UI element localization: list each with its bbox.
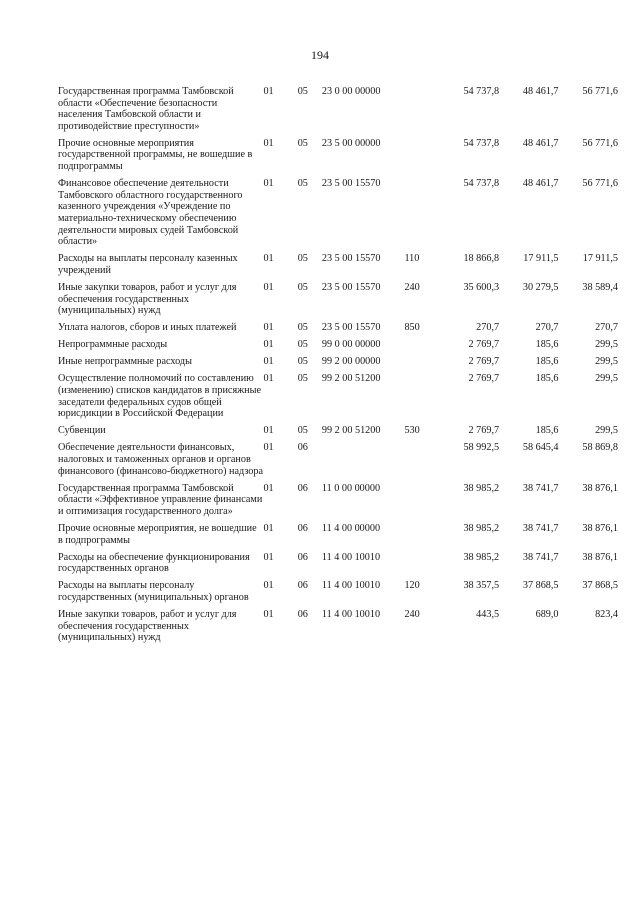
row-section-code: 01 [263, 356, 274, 368]
row-subsection-code: 06 [297, 482, 308, 494]
table-row [58, 483, 618, 523]
row-target-article: 23 5 00 15570 [321, 281, 381, 293]
row-expense-type [404, 552, 432, 581]
row-name: Иные закупки товаров, работ и услуг для обеспечения государственных (муниципальных) нужд [58, 609, 237, 644]
row-name: Иные непрограммные расходы [58, 356, 192, 368]
row-target-article: 99 2 00 00000 [321, 356, 381, 368]
table-row [58, 442, 618, 482]
row-target-article: 11 4 00 00000 [321, 523, 381, 534]
row-amount-3: 270,7 [595, 322, 618, 334]
row-target-article: 11 4 00 10010 [321, 580, 381, 592]
row-section-code: 01 [263, 551, 274, 563]
table-row [58, 356, 618, 373]
row-target-article: 23 5 00 15570 [321, 322, 381, 334]
row-subsection-code: 05 [297, 137, 308, 149]
row-amount-1: 54 737,8 [463, 178, 500, 190]
row-amount-1: 54 737,8 [463, 137, 500, 149]
table-row [58, 580, 618, 609]
row-amount-3: 299,5 [595, 339, 618, 351]
row-amount-1: 38 357,5 [463, 580, 500, 592]
row-amount-2: 689,0 [535, 609, 559, 621]
row-subsection-code: 05 [297, 373, 308, 385]
row-expense-type [404, 373, 432, 425]
row-expense-type [404, 523, 432, 552]
row-name: Расходы на выплаты персоналу казенных учреждений [58, 253, 238, 276]
row-subsection-code: 05 [297, 322, 308, 334]
row-expense-type [404, 178, 432, 253]
row-section-code: 01 [263, 137, 274, 149]
row-expense-type [404, 86, 432, 138]
row-subsection-code: 06 [297, 442, 308, 454]
row-subsection-code: 05 [297, 86, 308, 97]
row-section-code: 01 [263, 523, 274, 534]
row-subsection-code: 05 [297, 425, 308, 437]
row-amount-2: 58 645,4 [522, 442, 559, 454]
row-amount-1: 38 985,2 [463, 551, 500, 563]
row-amount-3: 299,5 [595, 356, 618, 368]
row-name: Обеспечение деятельности финансовых, налоговых и таможенных органов и органов финансового (финансово-бюджетного) надзора [58, 442, 264, 477]
row-name: Иные закупки товаров, работ и услуг для обеспечения государственных (муниципальных) нужд [58, 281, 237, 317]
row-expense-type [404, 483, 432, 523]
row-target-article: 11 0 00 00000 [321, 482, 381, 494]
row-target-article: 99 0 00 00000 [321, 339, 381, 351]
row-section-code: 01 [263, 253, 274, 265]
row-amount-3: 38 876,1 [582, 551, 618, 563]
row-amount-2: 48 461,7 [522, 178, 559, 190]
row-section-code: 01 [263, 178, 274, 190]
table-row [58, 373, 618, 425]
row-amount-3: 56 771,6 [582, 86, 618, 97]
row-amount-1: 54 737,8 [463, 86, 500, 97]
row-amount-1: 38 985,2 [463, 523, 500, 534]
row-amount-1: 443,5 [476, 609, 500, 621]
row-subsection-code: 05 [297, 281, 308, 293]
row-amount-2: 38 741,7 [522, 482, 559, 494]
row-amount-1: 270,7 [476, 322, 500, 334]
row-amount-3: 299,5 [595, 425, 618, 437]
row-amount-3: 58 869,8 [582, 442, 618, 454]
row-amount-1: 18 866,8 [463, 253, 500, 265]
row-target-article: 23 5 00 15570 [321, 178, 381, 190]
row-name: Осуществление полномочий по составлению (изменению) списков кандидатов в присяжные заседатели федеральных судов общей юрисдикции в Российской Федерации [58, 373, 261, 420]
row-amount-3: 56 771,6 [582, 137, 618, 149]
row-name: Прочие основные мероприятия государственной программы, не вошедшие в подпрограммы [58, 137, 253, 173]
row-amount-2: 17 911,5 [523, 253, 559, 265]
table-row [58, 86, 618, 138]
row-amount-2: 185,6 [535, 356, 559, 368]
row-name: Финансовое обеспечение деятельности Тамбовского областного государственного казенного учреждения «Учреждение по материально-техническому обеспечению деятельности мировых судей Тамбовской области» [58, 178, 243, 248]
row-amount-3: 299,5 [595, 373, 618, 385]
row-target-article: 23 0 00 00000 [321, 86, 381, 97]
table-row [58, 425, 618, 442]
row-amount-2: 38 741,7 [522, 551, 559, 563]
row-name: Субвенции [58, 425, 106, 437]
row-section-code: 01 [263, 442, 274, 454]
row-amount-2: 48 461,7 [522, 86, 559, 97]
row-target-article: 99 2 00 51200 [321, 373, 381, 385]
row-amount-3: 17 911,5 [582, 253, 618, 265]
row-target-article: 11 4 00 10010 [321, 551, 381, 563]
row-amount-2: 185,6 [535, 425, 559, 437]
row-subsection-code: 05 [297, 178, 308, 190]
row-amount-3: 56 771,6 [582, 178, 618, 190]
table-row [58, 178, 618, 253]
row-amount-2: 185,6 [535, 339, 559, 351]
row-amount-1: 2 769,7 [468, 373, 500, 385]
row-section-code: 01 [263, 580, 274, 592]
row-expense-type: 850 [404, 322, 420, 334]
row-name: Непрограммные расходы [58, 339, 168, 351]
row-subsection-code: 06 [297, 609, 308, 621]
table-row [58, 609, 618, 649]
row-section-code: 01 [263, 425, 274, 437]
row-section-code: 01 [263, 281, 274, 293]
row-amount-3: 37 868,5 [582, 580, 618, 592]
row-amount-2: 270,7 [535, 322, 559, 334]
row-section-code: 01 [263, 482, 274, 494]
row-amount-2: 185,6 [535, 373, 559, 385]
row-expense-type [404, 442, 432, 482]
row-amount-2: 48 461,7 [522, 137, 559, 149]
row-target-article: 23 5 00 15570 [321, 253, 381, 265]
row-name: Прочие основные мероприятия, не вошедшие в подпрограммы [58, 523, 257, 546]
row-expense-type: 120 [404, 580, 420, 592]
row-target-article: 99 2 00 51200 [321, 425, 381, 437]
row-subsection-code: 06 [297, 551, 308, 563]
table-row [58, 253, 618, 282]
table-row [58, 322, 618, 339]
row-amount-3: 38 876,1 [582, 523, 618, 534]
row-section-code: 01 [263, 339, 274, 351]
row-section-code: 01 [263, 86, 274, 97]
row-subsection-code: 05 [297, 356, 308, 368]
row-expense-type [404, 356, 432, 373]
table-row [58, 282, 618, 322]
table-row [58, 339, 618, 356]
row-expense-type [404, 339, 432, 356]
row-amount-2: 37 868,5 [522, 580, 559, 592]
row-subsection-code: 05 [297, 339, 308, 351]
row-name: Государственная программа Тамбовской области «Обеспечение безопасности населения Тамбовской области и противодействие преступности» [58, 86, 234, 132]
row-name: Государственная программа Тамбовской области «Эффективное управление финансами и оптимизация государственного долга» [58, 482, 263, 517]
budget-table [58, 86, 618, 649]
row-amount-1: 2 769,7 [468, 339, 500, 351]
row-name: Расходы на обеспечение функционирования государственных органов [58, 551, 250, 575]
row-target-article: 11 4 00 10010 [321, 609, 381, 621]
row-amount-1: 2 769,7 [468, 356, 500, 368]
row-amount-1: 38 985,2 [463, 482, 500, 494]
page-number: 194 [311, 48, 329, 62]
row-expense-type: 240 [404, 609, 420, 621]
row-section-code: 01 [263, 373, 274, 385]
table-row [58, 552, 618, 581]
row-amount-3: 823,4 [595, 609, 618, 621]
row-amount-1: 58 992,5 [463, 442, 500, 454]
row-expense-type [404, 138, 432, 178]
row-amount-1: 35 600,3 [463, 281, 500, 293]
table-row [58, 138, 618, 178]
row-expense-type: 240 [404, 281, 420, 293]
row-amount-2: 30 279,5 [522, 281, 559, 293]
row-name: Уплата налогов, сборов и иных платежей [58, 322, 237, 334]
row-section-code: 01 [263, 609, 274, 621]
row-subsection-code: 06 [297, 523, 308, 534]
row-subsection-code: 05 [297, 253, 308, 265]
row-amount-3: 38 589,4 [582, 281, 618, 293]
row-amount-1: 2 769,7 [468, 425, 500, 437]
row-amount-2: 38 741,7 [522, 523, 559, 534]
row-expense-type: 530 [404, 425, 420, 437]
table-row [58, 523, 618, 552]
row-target-article [322, 442, 405, 482]
row-name: Расходы на выплаты персоналу государственных (муниципальных) органов [58, 580, 249, 603]
row-amount-3: 38 876,1 [582, 482, 618, 494]
row-expense-type: 110 [404, 253, 420, 265]
row-target-article: 23 5 00 00000 [321, 137, 381, 149]
row-section-code: 01 [263, 322, 274, 334]
row-subsection-code: 06 [297, 580, 308, 592]
